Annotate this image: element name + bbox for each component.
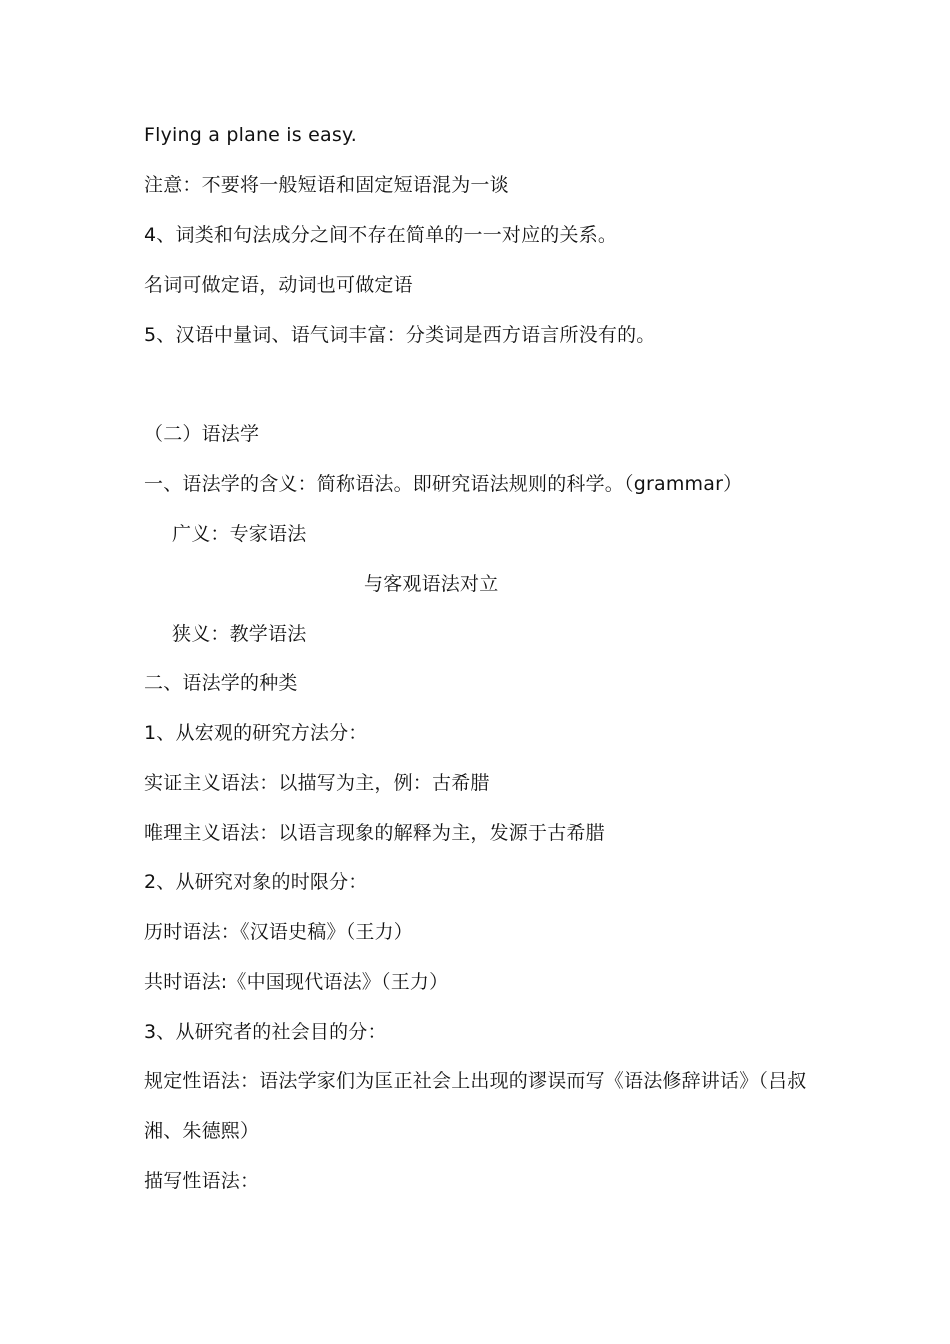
text-line: 2、从研究对象的时限分： [144,871,368,893]
text-line: 共时语法:《中国现代语法》（王力） [144,971,449,993]
text-line: 实证主义语法：以描写为主，例：古希腊 [144,772,490,794]
text-line: 与客观语法对立 [364,573,499,595]
text-line: 5、汉语中量词、语气词丰富：分类词是西方语言所没有的。 [144,324,656,346]
text-line: 名词可做定语，动词也可做定语 [144,274,413,296]
text-line: 3、从研究者的社会目的分： [144,1021,387,1043]
text-line: 狭义：教学语法 [172,623,307,645]
section-heading: （二）语法学 [144,423,260,445]
text-line: 一、语法学的含义：简称语法。即研究语法规则的科学。（grammar） [144,473,743,495]
text-line: 描写性语法： [144,1170,260,1192]
text-line: 4、词类和句法成分之间不存在简单的一一对应的关系。 [144,224,618,246]
text-line: 1、从宏观的研究方法分： [144,722,368,744]
text-line: 历时语法：《汉语史稿》（王力） [144,921,414,943]
text-line: 二、语法学的种类 [144,672,298,694]
text-line: Flying a plane is easy. [144,124,357,146]
text-line: 广义：专家语法 [172,523,307,545]
text-line: 规定性语法：语法学家们为匡正社会上出现的谬误而写《语法修辞讲话》（吕叔 [144,1070,807,1092]
text-line: 湘、朱德熙） [144,1120,260,1142]
text-line: 唯理主义语法：以语言现象的解释为主，发源于古希腊 [144,822,605,844]
text-line: 注意：不要将一般短语和固定短语混为一谈 [144,174,509,196]
